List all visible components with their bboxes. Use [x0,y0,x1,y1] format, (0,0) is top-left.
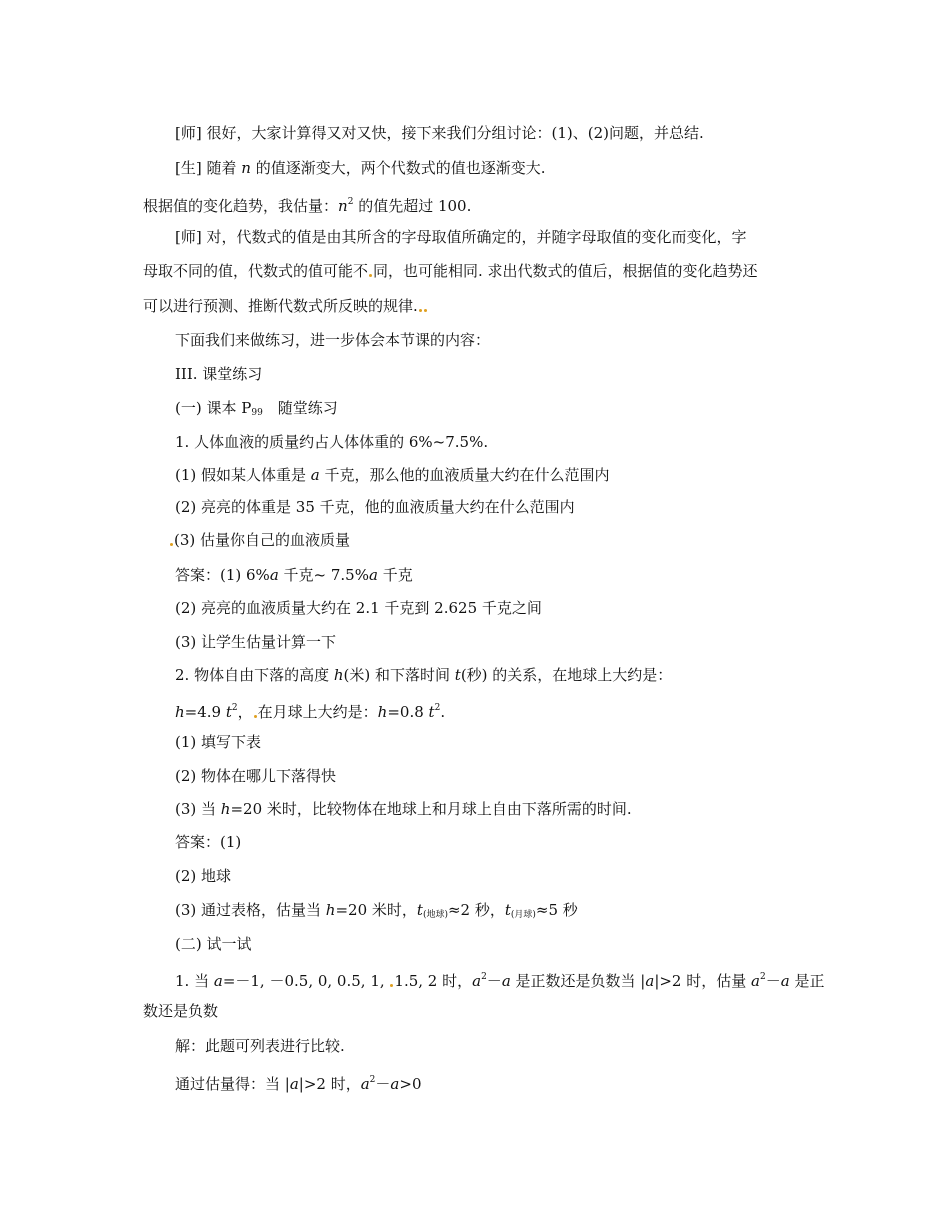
var-a: a [751,972,760,990]
answer-1-part-3 [175,632,336,652]
text: 同，也可能相同. 求出代数式的值后，根据值的变化趋势还 [373,262,758,280]
var-a: a [289,1075,299,1093]
text: =－1, －0.5, 0, 0.5, 1, [222,972,390,990]
estimate-line [143,192,471,216]
text: 数还是负数 [143,1002,219,1020]
text: 答案：(1) 6% [175,566,270,584]
text: 千克~ 7.5% [278,566,369,584]
var-a: a [213,972,223,990]
var-a: a [390,1075,400,1093]
var-t: t [416,901,423,919]
var-a: a [310,466,320,484]
text: 答案：(1) [175,833,242,851]
subscript: 99 [251,408,263,418]
text: ≈5 秒 [535,901,578,919]
var-n: n [338,197,348,215]
text: － [486,972,502,990]
section-heading-III [175,364,262,384]
text: (2) 物体在哪儿下落得快 [175,767,337,785]
text: 千克，那么他的血液质量大约在什么范围内 [319,466,610,484]
var-a: a [645,972,655,990]
text: 在月球上大约是： [257,703,378,721]
exponent: 2 [369,1075,376,1085]
problem-2-part-2 [175,766,336,786]
problem-1-part-2 [175,497,575,517]
text: － [765,972,781,990]
text: [生] 随着 [175,159,242,177]
text: (1) 填写下表 [175,733,262,751]
text: 随堂练习 [262,399,338,417]
var-a: a [269,566,279,584]
subscript: (地球) [422,910,448,920]
text: － [375,1075,391,1093]
var-a: a [501,972,511,990]
scan-dot [424,309,427,312]
text: 是正数还是负数当 | [510,972,646,990]
text: 解：此题可列表进行比较. [175,1037,345,1055]
var-t: t [454,666,461,684]
subscript: (月球) [510,910,536,920]
teacher-line-1 [175,123,704,143]
problem-2 [175,665,672,685]
problem-1-part-3 [169,530,350,550]
teacher-line-2c [143,296,428,316]
practice-intro [175,330,490,350]
text: (3) 估量你自己的血液质量 [174,531,351,549]
answer-2-part-2 [175,866,231,886]
text: 的值逐渐变大，两个代数式的值也逐渐变大. [250,159,546,177]
student-line [175,158,545,178]
text: 是正 [789,972,825,990]
text: 1. 当 [175,972,214,990]
text: (二) 试一试 [175,935,252,953]
var-a: a [780,972,790,990]
text: (3) 通过表格，估量当 [175,901,326,919]
solution-1 [175,1036,345,1056]
subsection-1 [175,398,338,423]
var-h: h [220,800,231,818]
answer-2-part-1 [175,832,241,852]
exponent: 2 [434,703,441,713]
text: 千克 [377,566,413,584]
teacher-line-2b [143,261,758,281]
text: 根据值的变化趋势，我估量： [143,197,339,215]
text: =4.9 [184,703,226,721]
var-a: a [472,972,482,990]
text: ≈2 秒， [447,901,505,919]
text: 可以进行预测、推断代数式所反映的规律. [143,297,418,315]
text: 通过估量得：当 | [175,1075,290,1093]
scan-dot [170,543,173,546]
text: (秒) 的关系，在地球上大约是： [460,666,673,684]
text: |>2 时， [298,1075,361,1093]
text: 1. 人体血液的质量约占人体体重的 6%~7.5%. [175,433,489,451]
var-h: h [377,703,388,721]
text: (一) 课本 P [175,399,252,417]
var-a: a [368,566,378,584]
problem-1-part-1 [175,465,610,485]
scan-dot [369,274,372,277]
text: (3) 让学生估量计算一下 [175,633,337,651]
text: =0.8 [387,703,429,721]
text: 母取不同的值，代数式的值可能不 [143,262,369,280]
var-t: t [504,901,511,919]
solution-2 [175,1070,422,1094]
text: . [440,703,446,721]
text: (1) 假如某人体重是 [175,466,311,484]
text: ， [237,703,253,721]
text: (米) 和下落时间 [343,666,455,684]
teacher-line-2 [175,227,746,247]
text: =20 米时， [335,901,417,919]
text: (3) 当 [175,800,221,818]
problem-1 [175,432,488,452]
text: (2) 亮亮的血液质量大约在 2.1 千克到 2.625 千克之间 [175,599,542,617]
exponent: 2 [759,972,766,982]
text: 1.5, 2 时， [394,972,473,990]
problem-2-formula [175,698,445,722]
problem-2-part-3 [175,799,632,819]
text: III. 课堂练习 [175,365,263,383]
text: =20 米时，比较物体在地球上和月球上自由下落所需的时间. [230,800,632,818]
var-t: t [225,703,232,721]
try-problem-1 [175,967,824,991]
subsection-2 [175,934,251,954]
text: (2) 亮亮的体重是 35 千克，他的血液质量大约在什么范围内 [175,498,575,516]
text: [师] 很好，大家计算得又对又快，接下来我们分组讨论：(1)、(2)问题，并总结. [175,124,704,142]
answer-1-part-2 [175,598,542,618]
exponent: 2 [347,197,354,207]
exponent: 2 [481,972,487,982]
var-t: t [428,703,435,721]
text: 的值先超过 100. [353,197,472,215]
var-n: n [241,159,251,177]
answer-1-part-1 [175,565,413,585]
scan-dot [419,309,422,312]
var-h: h [325,901,336,919]
var-h: h [175,703,185,721]
text: >0 [399,1075,422,1093]
try-problem-1-cont [143,1001,218,1021]
text: |>2 时，估量 [654,972,752,990]
text: (2) 地球 [175,867,232,885]
text: [师] 对，代数式的值是由其所含的字母取值所确定的，并随字母取值的变化而变化，字 [175,228,747,246]
var-a: a [360,1075,370,1093]
text: 2. 物体自由下落的高度 [175,666,334,684]
problem-2-part-1 [175,732,261,752]
answer-2-part-3 [175,900,578,925]
scan-dot [390,984,393,987]
text: 下面我们来做练习，进一步体会本节课的内容： [175,331,491,349]
exponent: 2 [231,703,238,713]
scan-dot [254,715,257,718]
var-h: h [333,666,344,684]
